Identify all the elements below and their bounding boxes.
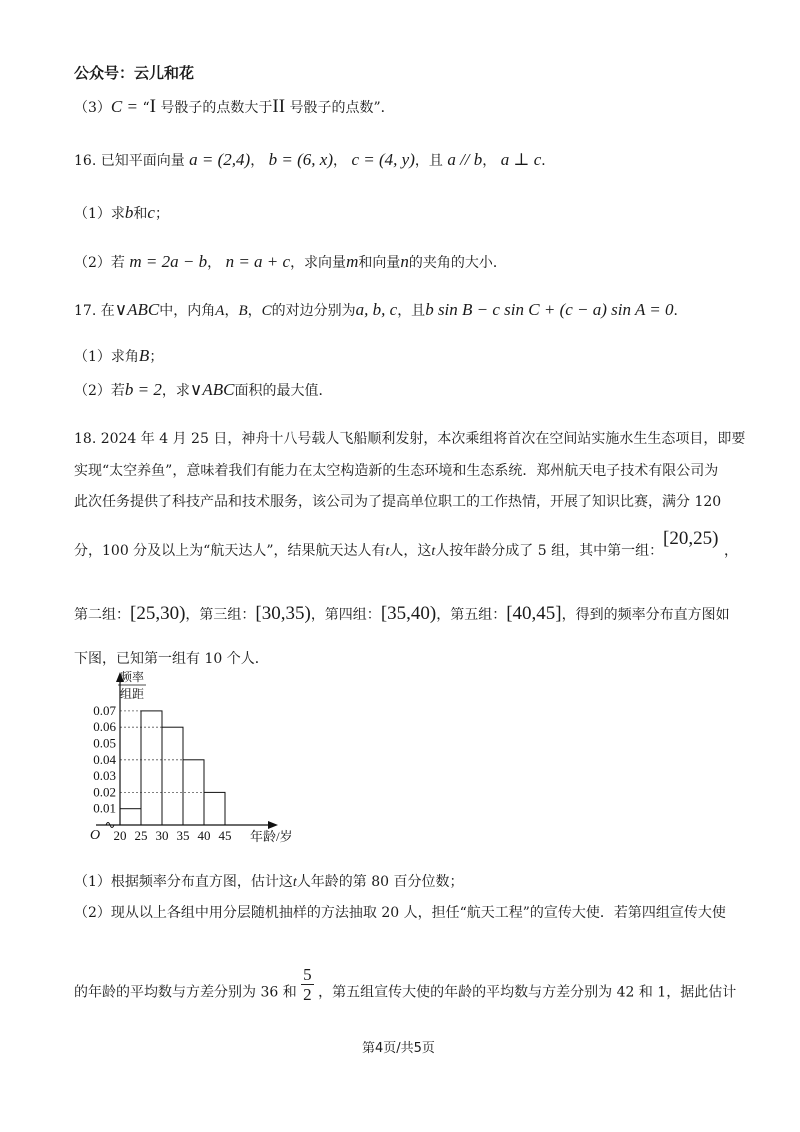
- q18-last-line: [74, 965, 737, 1012]
- fraction-numerator: 5: [303, 965, 312, 984]
- q16-p2-text1: ，求向量: [290, 255, 347, 271]
- interval-group5: [40,45]: [506, 603, 562, 624]
- y-label-top: 频率: [119, 670, 145, 684]
- x-axis-label: 年龄/岁: [250, 829, 293, 844]
- q18-line4: [74, 540, 663, 560]
- parallel-condition: a // b: [447, 150, 483, 169]
- q16-p1-and: 和: [133, 206, 148, 222]
- interval-group3: [30,35): [255, 603, 311, 624]
- q18-last-b: ，第五组宣传大使的年龄的平均数与方差分别为 42 和 1，据此估计: [318, 984, 737, 1001]
- var-t-2: t: [431, 544, 436, 559]
- interval-group1: [20,25): [663, 528, 719, 549]
- q17-p1-label: （1）求角: [74, 349, 139, 365]
- triangle-abc-2: ∨ABC: [189, 380, 235, 399]
- group3-label: ，第三组：: [185, 607, 256, 623]
- q17-p1-end: ；: [149, 349, 164, 365]
- var-t: t: [385, 544, 390, 559]
- page-number: 第4页/共5页: [362, 1041, 435, 1056]
- q17-p2-label: （2）若: [74, 383, 125, 399]
- q16-intro: 16. 已知平面向量: [74, 153, 185, 169]
- roman-two: II: [272, 96, 286, 117]
- interval-group2: [25,30): [130, 603, 186, 624]
- vector-b: b: [124, 203, 134, 222]
- group2-label: 第二组：: [74, 607, 130, 623]
- y-tick-label: 0.07: [93, 702, 116, 718]
- q16-p1-end: ；: [154, 206, 169, 222]
- q16-stem: 16. 已知平面向量 a = (2,4)， b = (6, x)， c = (4, y)，且 a // b， a ⊥ c．: [74, 150, 556, 169]
- x-tick-label: 35: [176, 828, 190, 843]
- q18-line3: 此次任务提供了科技产品和技术服务，该公司为了提高单位职工的工作热情，开展了知识比赛，满分 120: [74, 494, 722, 510]
- y-tick-label: 0.03: [93, 768, 116, 784]
- q18-line6: 下图，已知第一组有 10 个人．: [74, 651, 269, 667]
- q15-text1: 号骰子的点数大于: [160, 100, 273, 116]
- x-axis-arrow-icon: [268, 821, 278, 829]
- vector-c: c: [147, 203, 155, 222]
- x-tick-label: 25: [134, 828, 148, 843]
- q17-text1: 中，内角: [159, 303, 216, 319]
- vector-m: m: [346, 252, 359, 271]
- q17-intro: 17. 在: [74, 303, 115, 319]
- q18-line5-end: ，得到的频率分布直方图如: [561, 607, 730, 623]
- q18-part1: [74, 871, 464, 891]
- q16-p2-text2: 和向量: [358, 255, 401, 271]
- x-tick-label: 45: [218, 828, 232, 843]
- angle-b-ref: B: [138, 346, 150, 365]
- fraction-five-halves: [301, 965, 314, 1004]
- var-t-3: t: [292, 875, 297, 890]
- histogram-bar-40: [204, 792, 225, 825]
- histogram-bar-30: [162, 727, 183, 825]
- y-tick-label: 0.04: [93, 751, 116, 767]
- b-equals-2: b = 2: [124, 380, 162, 399]
- part-number: （3）: [74, 100, 111, 116]
- angle-a: A: [215, 303, 225, 319]
- vector-n-def: n = a + c: [225, 252, 291, 271]
- interval-group4: [35,40): [380, 603, 437, 624]
- angle-b: B: [238, 303, 248, 319]
- x-tick-label: 40: [197, 828, 211, 843]
- q17-p2-text1: ，求: [161, 383, 190, 399]
- x-tick-label: 30: [155, 828, 169, 843]
- q17-end: ．: [673, 303, 688, 319]
- q16-part1: [74, 203, 169, 223]
- q16-end: ．: [541, 153, 556, 169]
- q17-part2: [74, 380, 332, 400]
- page-header-title: 公众号：云儿和花: [74, 64, 195, 82]
- vector-b-def: b = (6, x): [268, 150, 334, 169]
- event-c: C =: [110, 97, 138, 116]
- vector-m-def: m = 2a − b: [129, 252, 208, 271]
- y-tick-label: 0.05: [93, 735, 116, 751]
- q17-part1: [74, 346, 163, 366]
- q16-part2: （2）若 m = 2a − b， n = a + c，求向量m和向量n的夹角的大小．: [74, 252, 507, 271]
- comma-g1: ，: [724, 543, 738, 559]
- angle-c: C: [261, 303, 272, 319]
- q18-part2: （2）现从以上各组中用分层随机抽样的方法抽取 20 人，担任“航天工程”的宣传大使．若第四组宣传大使: [74, 905, 726, 921]
- vector-c-def: c = (4, y): [351, 150, 415, 169]
- origin-label: O: [90, 828, 101, 843]
- q18-line2: 实现“太空养鱼”，意味着我们有能力在太空构造新的生态环境和生态系统．郑州航天电子技术有限公司为: [74, 463, 719, 479]
- frequency-histogram: [60, 665, 320, 845]
- q18-p1-b: 人年龄的第 80 百分位数；: [296, 874, 464, 890]
- q16-p2-text3: 的夹角的大小．: [408, 255, 507, 271]
- q16-p2-label: （2）若: [74, 255, 125, 271]
- y-tick-label: 0.02: [93, 784, 116, 800]
- q18-last-a: 的年龄的平均数与方差分别为 36 和: [74, 984, 297, 1001]
- q17-text3: ，且: [397, 303, 426, 319]
- vector-n: n: [400, 252, 409, 271]
- histogram-bar-20: [120, 809, 141, 825]
- q15-text2: 号骰子的点数”．: [289, 100, 395, 116]
- q17-text2: 的对边分别为: [271, 303, 356, 319]
- y-label-bottom: 组距: [119, 687, 145, 701]
- q17-stem: 17. 在∨ABC中，内角A，B，C的对边分别为a, b, c，且b sin B − c sin C + (c − a) sin A = 0．: [74, 300, 688, 319]
- q17-p2-text2: 面积的最大值．: [234, 383, 333, 399]
- roman-one: I: [149, 96, 156, 117]
- histogram-bar-25: [141, 711, 162, 825]
- q17-equation: b sin B − c sin C + (c − a) sin A = 0: [425, 300, 674, 319]
- fraction-denominator: 2: [303, 985, 312, 1004]
- x-tick-label: 20: [113, 828, 127, 843]
- quote-open: “: [142, 100, 150, 116]
- group4-label: ，第四组：: [310, 607, 381, 623]
- q18-line4-b: 人，这: [389, 543, 432, 559]
- q15-part3: [74, 96, 395, 118]
- q16-p1-label: （1）求: [74, 206, 125, 222]
- group5-label: ，第五组：: [436, 607, 507, 623]
- triangle-abc: ∨ABC: [114, 300, 160, 319]
- q18-line5: [74, 603, 730, 625]
- sides-abc: a, b, c: [355, 300, 398, 319]
- vector-a-def: a = (2,4): [189, 150, 251, 169]
- q18-line1: 18. 2024 年 4 月 25 日，神舟十八号载人飞船顺利发射，本次乘组将首次在空间站实施水生生态项目，即要: [74, 431, 746, 447]
- y-tick-label: 0.01: [93, 800, 116, 816]
- y-tick-label: 0.06: [93, 719, 116, 735]
- q18-line4-c: 人按年龄分成了 5 组，其中第一组：: [435, 543, 664, 559]
- q18-p1-a: （1）根据频率分布直方图，估计这: [74, 874, 293, 890]
- perpendicular-condition: a ⊥ c: [500, 150, 542, 169]
- q18-line4-a: 分，100 分及以上为“航天达人”，结果航天达人有: [74, 543, 386, 559]
- q16-and: ，且: [414, 153, 443, 169]
